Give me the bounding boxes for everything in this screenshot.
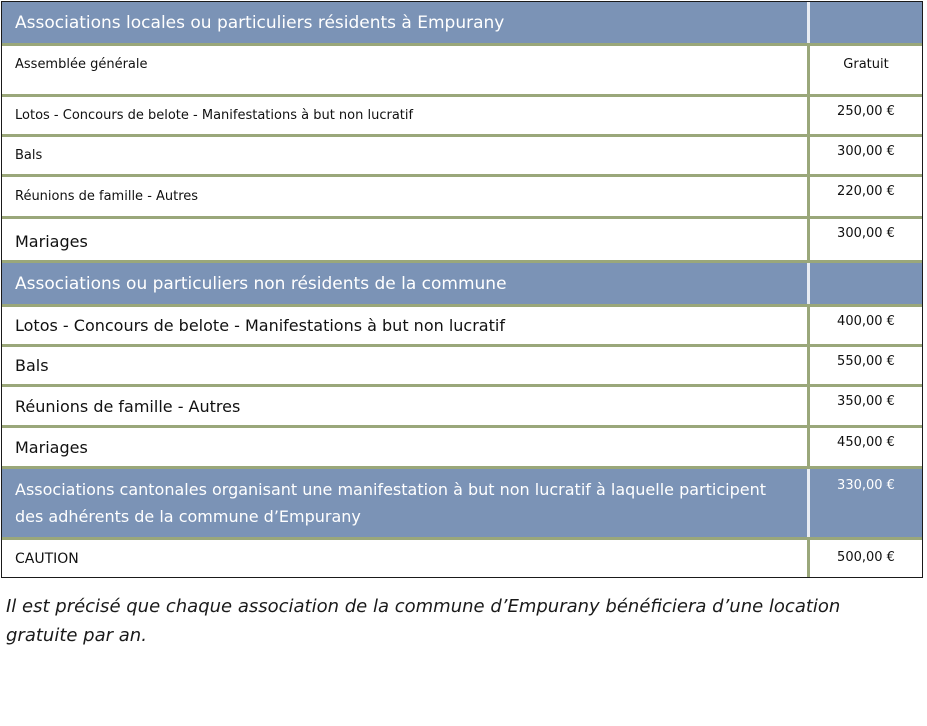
table-row — [2, 387, 922, 428]
section-header-cantonal — [2, 469, 922, 540]
row-label: Réunions de famille - Autres — [2, 387, 810, 425]
row-label: Réunions de famille - Autres — [2, 177, 810, 216]
section-header-local — [2, 2, 922, 46]
row-label: Mariages — [2, 219, 810, 260]
row-label: Lotos - Concours de belote - Manifestations à but non lucratif — [2, 307, 810, 344]
table-row — [2, 307, 922, 347]
row-label: Assemblée générale — [2, 46, 810, 94]
row-price: 300,00 € — [837, 226, 895, 241]
row-price: 250,00 € — [837, 104, 895, 119]
row-price: 300,00 € — [837, 144, 895, 159]
table-row — [2, 219, 922, 263]
footnote: Il est précisé que chaque association de la commune d’Empurany bénéficiera d’une location gratuite par an. — [6, 596, 841, 646]
table-row — [2, 46, 922, 97]
section-title: Associations ou particuliers non résidents de la commune — [2, 263, 810, 304]
table-row — [2, 347, 922, 387]
table-row — [2, 97, 922, 137]
row-price: Gratuit — [843, 57, 889, 72]
table-row — [2, 428, 922, 469]
tariff-table — [1, 1, 923, 578]
row-label: Bals — [2, 137, 810, 174]
section-title: Associations locales ou particuliers résidents à Empurany — [2, 2, 810, 43]
section-price — [810, 263, 922, 304]
row-price: 550,00 € — [837, 354, 895, 369]
row-price: 220,00 € — [837, 184, 895, 199]
row-label: Lotos - Concours de belote - Manifestations à but non lucratif — [2, 97, 810, 134]
section-price: 330,00 € — [837, 478, 895, 493]
row-price: 400,00 € — [837, 314, 895, 329]
row-label: Mariages — [2, 428, 810, 466]
section-title: Associations cantonales organisant une manifestation à but non lucratif à laquelle participent des adhérents de la commune d’Empurany — [2, 469, 810, 537]
row-label: Bals — [2, 347, 810, 384]
row-price: 500,00 € — [837, 550, 895, 565]
row-label: CAUTION — [2, 540, 810, 577]
table-row — [2, 137, 922, 177]
section-price — [810, 2, 922, 43]
section-header-nonresident — [2, 263, 922, 307]
table-row — [2, 540, 922, 577]
row-price: 450,00 € — [837, 435, 895, 450]
row-price: 350,00 € — [837, 394, 895, 409]
table-row — [2, 177, 922, 219]
